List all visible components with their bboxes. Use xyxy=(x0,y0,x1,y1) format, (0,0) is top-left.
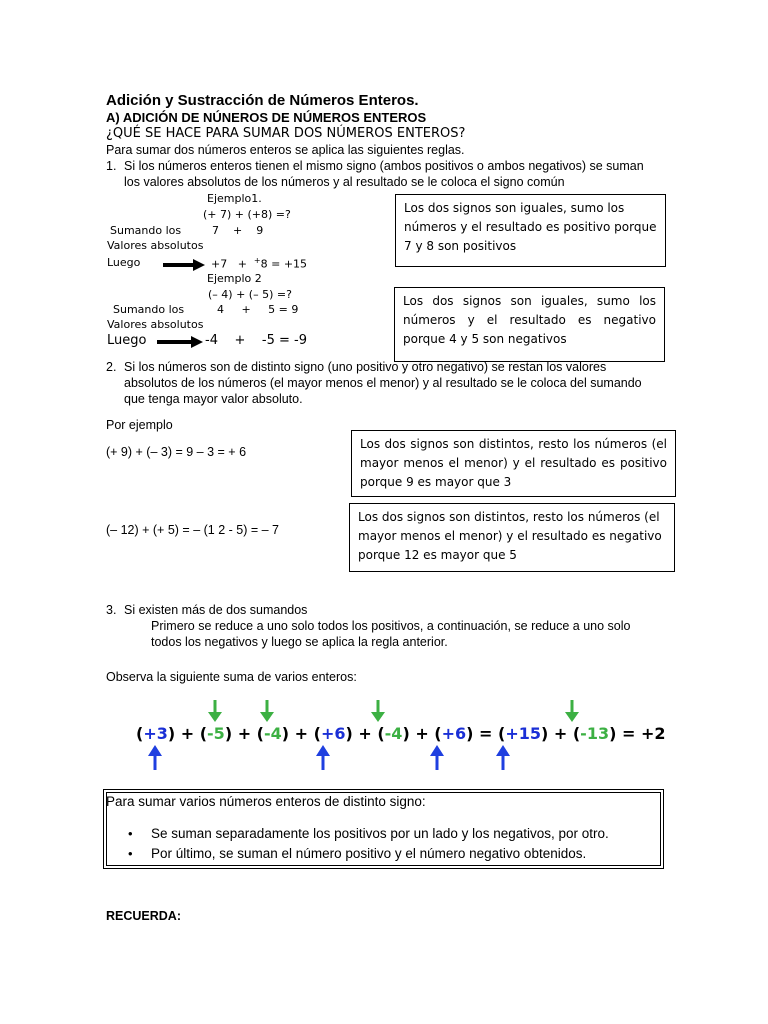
example1-result-pre: +7 + xyxy=(211,257,254,271)
example2-label: Ejemplo 2 xyxy=(207,272,262,285)
example1-result-post: 8 = +15 xyxy=(260,257,308,271)
example1-label: Ejemplo1. xyxy=(207,192,262,205)
example1-sumando-label: Sumando los xyxy=(110,224,182,237)
example2-luego-label: Luego xyxy=(107,333,147,348)
sum-result: = +2 xyxy=(621,724,666,743)
summary-bullet-1: Se suman separadamente los positivos por un lado y los negativos, por otro. xyxy=(151,826,609,841)
rule1-line2: los valores absolutos de los números y al resultado se le coloca el signo común xyxy=(124,175,565,189)
intro-text: Para sumar dos números enteros se aplica las siguientes reglas. xyxy=(106,143,465,157)
sum-total-negative: -13 xyxy=(580,724,610,743)
sum-term-n2: -4 xyxy=(263,724,282,743)
example1-arrow-icon xyxy=(163,259,205,271)
down-arrow-icon xyxy=(371,700,385,722)
example2-arrow-icon xyxy=(157,336,203,348)
example2-valores-label: Valores absolutos xyxy=(107,318,204,331)
example3-explanation-box xyxy=(351,430,676,497)
sum-term-p1: +3 xyxy=(143,724,168,743)
example3-expression: (+ 9) + (– 3) = 9 – 3 = + 6 xyxy=(106,445,247,459)
example4-explanation-text: Los dos signos son distintos, resto los números (el mayor menos el menor) y el resultado es negativo porque 12 es mayor que 5 xyxy=(358,510,662,562)
question-heading: ¿QUÉ SE HACE PARA SUMAR DOS NÚMEROS ENTEROS? xyxy=(106,126,466,141)
multi-sum-graphic xyxy=(120,698,666,776)
example4-explanation-box xyxy=(349,503,675,572)
example3-explanation-text: Los dos signos son distintos, resto los números (el mayor menos el menor) y el resultado es positivo porque 9 es mayor que 3 xyxy=(360,437,667,489)
up-arrow-icon xyxy=(430,745,444,770)
sum-total-positive: +15 xyxy=(505,724,541,743)
example1-sum-values: 7 + 9 xyxy=(212,224,264,237)
example1-luego-label: Luego xyxy=(107,256,141,269)
example1-result xyxy=(211,256,307,271)
por-ejemplo-label: Por ejemplo xyxy=(106,418,173,432)
rule2-line3: que tenga mayor valor absoluto. xyxy=(124,392,303,406)
sum-term-p2: +6 xyxy=(320,724,346,743)
rule1-line1: Si los números enteros tienen el mismo signo (ambos positivos o ambos negativos) se suman xyxy=(124,159,644,173)
down-arrow-icon xyxy=(565,700,579,722)
sum-term-n3: -4 xyxy=(384,724,403,743)
rule2-number: 2. xyxy=(106,360,117,374)
observa-text: Observa la siguiente suma de varios enteros: xyxy=(106,670,357,684)
example2-sumando-label: Sumando los xyxy=(113,303,185,316)
rule3-line1: Si existen más de dos sumandos xyxy=(124,603,308,617)
recuerda-heading: RECUERDA: xyxy=(106,909,181,923)
sum-term-p3: +6 xyxy=(441,724,467,743)
rule3-line3: todos los negativos y luego se aplica la regla anterior. xyxy=(151,635,448,649)
example2-explanation-text: Los dos signos son iguales, sumo los números y el resultado es negativo porque 4 y 5 son negativos xyxy=(403,294,656,346)
example2-sum-values: 4 + 5 = 9 xyxy=(217,303,299,316)
up-arrow-icon xyxy=(496,745,510,770)
svg-text:(+3) + (-5) + (-4) + (+6) + (-: (+3) + (-5) + (-4) + (+6) + (-4) + (+6) = (+15) + (-13) = +2 xyxy=(136,724,666,743)
rule1-number: 1. xyxy=(106,159,117,173)
example1-explanation-box xyxy=(395,194,666,267)
summary-bullet-2: Por último, se suman el número positivo y el número negativo obtenidos. xyxy=(151,846,587,861)
example2-expression: (– 4) + (– 5) =? xyxy=(208,288,292,301)
rule2-line1: Si los números son de distinto signo (uno positivo y otro negativo) se restan los valores xyxy=(124,360,607,374)
example1-valores-label: Valores absolutos xyxy=(107,239,204,252)
summary-bullet-dot: • xyxy=(128,826,133,841)
summary-heading: Para sumar varios números enteros de distinto signo: xyxy=(106,794,426,809)
rule3-line2: Primero se reduce a uno solo todos los positivos, a continuación, se reduce a uno solo xyxy=(151,619,631,633)
down-arrow-icon xyxy=(260,700,274,722)
page-title: Adición y Sustracción de Números Enteros. xyxy=(106,92,419,109)
summary-bullet-dot: • xyxy=(128,846,133,861)
example2-explanation-box xyxy=(394,287,665,362)
example1-result-sup: + xyxy=(253,256,261,265)
rule2-line2: absolutos de los números (el mayor menos el menor) y al resultado se le coloca del sumando xyxy=(124,376,642,390)
sum-term-n1: -5 xyxy=(207,724,225,743)
example4-expression: (– 12) + (+ 5) = – (1 2 - 5) = – 7 xyxy=(106,523,280,537)
example2-result: -4 + -5 = -9 xyxy=(205,333,307,348)
down-arrow-icon xyxy=(208,700,222,722)
section-a-heading: A) ADICIÓN DE NÚNEROS DE NÚMEROS ENTEROS xyxy=(106,110,427,125)
up-arrow-icon xyxy=(148,745,162,770)
example1-expression: (+ 7) + (+8) =? xyxy=(203,208,291,221)
summary-box xyxy=(103,789,664,869)
up-arrow-icon xyxy=(316,745,330,770)
example1-explanation-text: Los dos signos son iguales, sumo los números y el resultado es positivo porque 7 y 8 son positivos xyxy=(404,201,657,253)
rule3-number: 3. xyxy=(106,603,117,617)
